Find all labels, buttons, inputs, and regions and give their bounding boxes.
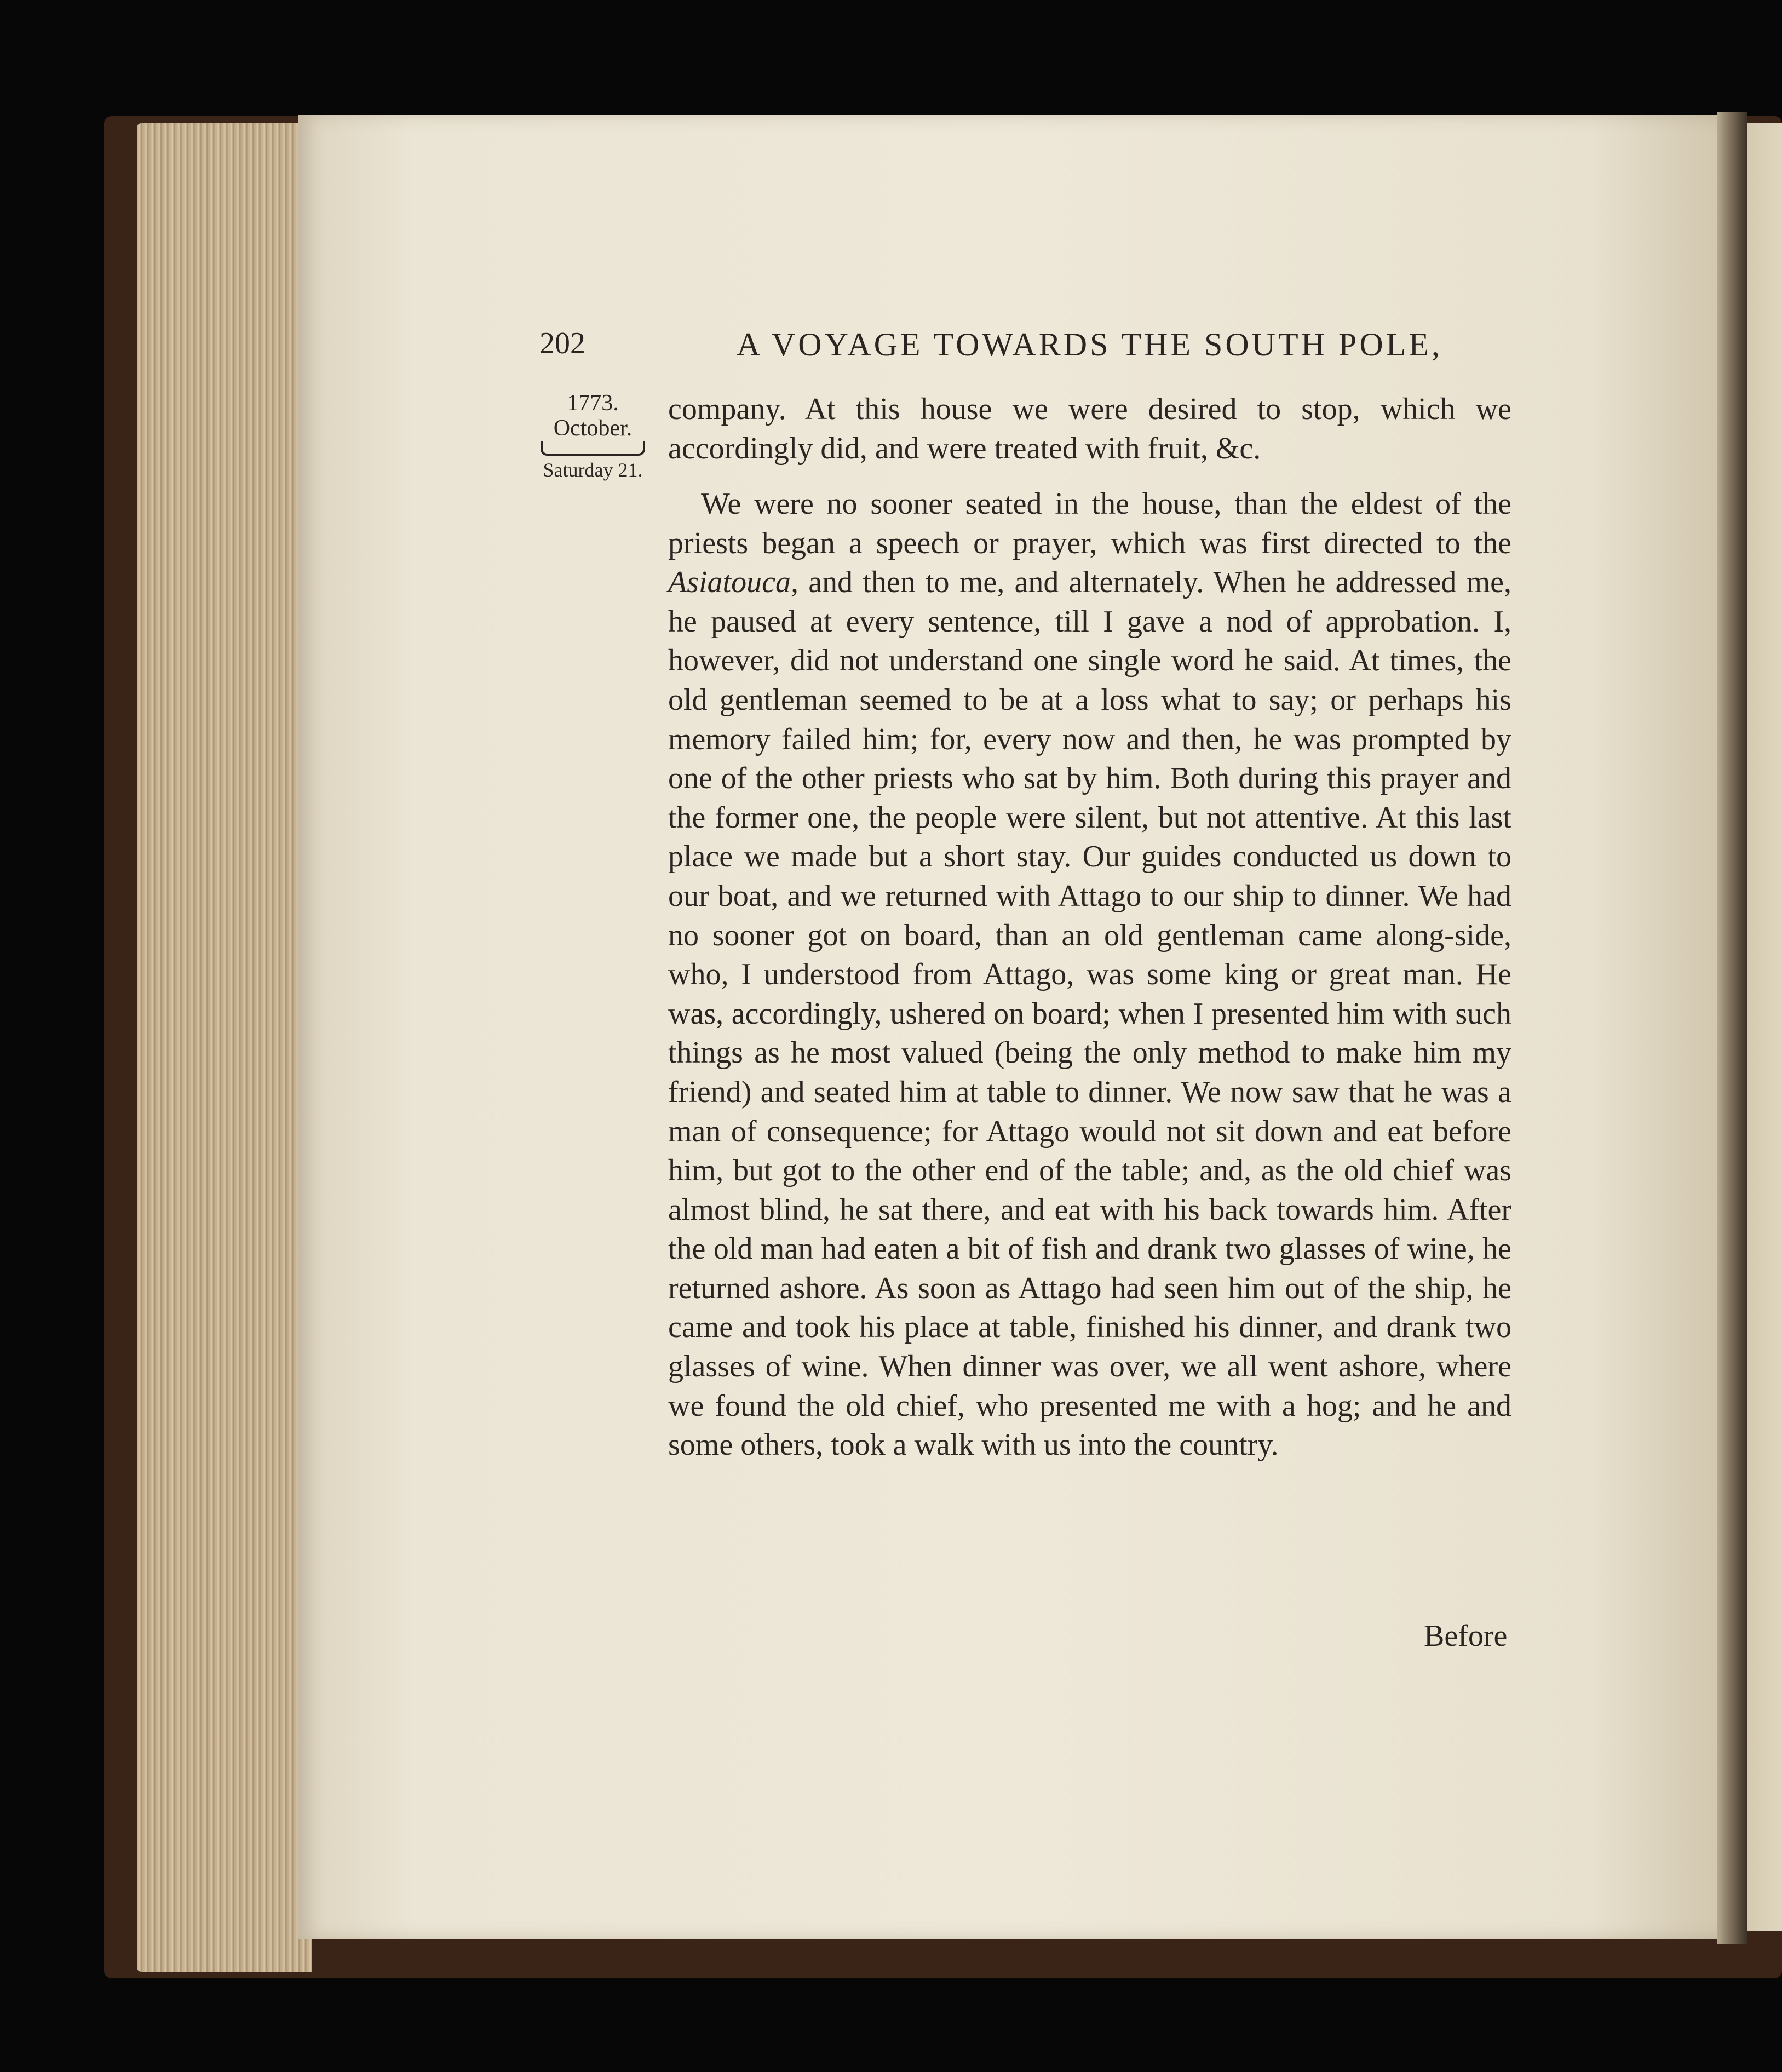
paragraph-2-italic: Asiatouca, (668, 565, 798, 600)
margin-year: 1773. (567, 391, 619, 416)
paragraph-2-rest: and then to me, and alternately. When he addressed me, he paused at every sentence, till I gave a nod of approbation. I, however, did not understand one single word he said. At times, the old gentleman seemed to be at a loss what to say; or perhaps his memory failed him; for, every now and then, he was prompted by one of the other priests who sat by him. Both during this prayer and the former one, the people were silent, but not attentive. At this last place we made but a short stay. Our guides conducted us down to our boat, and we returned with Attago to our ship to dinner. We had no sooner got on board, than an old gentleman came along-side, who, I understood from Attago, was some king or great man. He was, accordingly, ushered on board; when I presented him with such things as he most valued (being the only method to make him my friend) and seated him at table to dinner. We now saw that he was a man of consequence; for Attago would not sit down and eat before him, but got to the other end of the table; and, as the old chief was almost blind, he sat there, and eat with his back towards him. After the old man had eaten a bit of fish and drank two glasses of wine, he returned ashore. As soon as Attago had seen him out of the ship, he came and took his place at table, finished his dinner, and drank two glasses of wine. When dinner was over, we all went ashore, where we found the old chief, who presented me with a hog; and he and some others, took a walk with us into the country. (668, 565, 1511, 1462)
paragraph-2 (668, 485, 1511, 1580)
running-head (539, 326, 1481, 375)
margin-day: Saturday 21. (543, 459, 643, 481)
paragraph-1: company. At this house we were desired to stop, which we accordingly did, and were treated with fruit, &c. (668, 392, 1511, 466)
margin-date-note (534, 390, 652, 482)
page-block-edges (137, 123, 312, 1972)
catchword: Before (1424, 1619, 1508, 1653)
margin-brace (541, 441, 645, 456)
page-number: 202 (539, 326, 585, 360)
margin-month: October. (553, 416, 633, 441)
book-gutter (1717, 112, 1747, 1944)
running-title: A VOYAGE TOWARDS THE SOUTH POLE, (737, 326, 1442, 363)
paragraph-2-start: We were no sooner seated in the house, than the eldest of the priests began a speech or prayer, which was first directed to the (668, 487, 1511, 560)
